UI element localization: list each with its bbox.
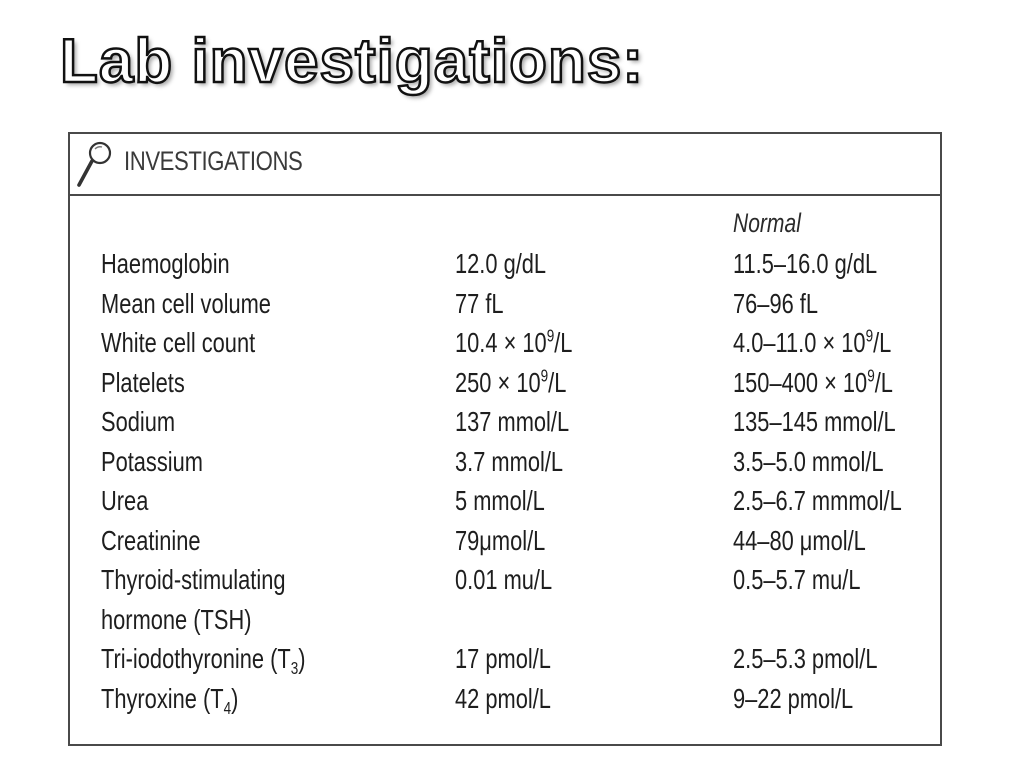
row-value: 0.01 mu/L: [455, 564, 553, 595]
row-normal-range: 2.5–5.3 pmol/L: [733, 643, 878, 674]
table-row: [70, 402, 940, 442]
table-row: [70, 442, 940, 482]
row-value: $10.4 \times 10^9/L$: [455, 325, 573, 358]
row-value: $250 \times 10^9/L$: [455, 365, 567, 398]
investigations-panel: [68, 132, 942, 746]
row-value: 5 mmol/L: [455, 485, 545, 516]
row-name: Mean cell volume: [101, 287, 271, 319]
row-normal-range: 44–80 μmol/L: [733, 524, 866, 556]
row-normal-range: $4.0-11.0 \times 10^9/L$: [733, 325, 892, 358]
row-value: 17 pmol/L: [455, 643, 551, 674]
row-normal-range: 3.5–5.0 mmol/L: [733, 445, 884, 477]
table-row: [70, 363, 940, 403]
row-normal-range: 0.5–5.7 mu/L: [733, 564, 861, 595]
table-row: [70, 639, 940, 679]
row-normal-range: 11.5–16.0 g/dL: [733, 248, 878, 279]
row-name: Platelets: [101, 366, 185, 398]
row-value: 42 pmol/L: [455, 682, 551, 714]
table-row: [70, 521, 940, 561]
slide-title: Lab investigations:: [60, 27, 644, 96]
row-name: Thyroxine $(T_4)$: [101, 682, 239, 718]
normal-column-label: Normal: [733, 208, 801, 238]
table-row: [70, 679, 940, 719]
table-row: [70, 244, 940, 284]
table-row: [70, 323, 940, 363]
row-value: 137 mmol/L: [455, 406, 570, 437]
row-name: Thyroid-stimulating hormone (TSH): [101, 564, 286, 635]
row-normal-range: $150-400 \times 10^9/L$: [733, 365, 893, 398]
row-normal-range: 2.5–6.7 mmmol/L: [733, 485, 902, 516]
table-row: [70, 284, 940, 324]
row-name: Haemoglobin: [101, 248, 230, 279]
investigations-table: [70, 244, 940, 718]
row-value: 12.0 g/dL: [455, 248, 547, 279]
row-name: Sodium: [101, 406, 176, 437]
row-value: 3.7 mmol/L: [455, 445, 564, 477]
table-row: [70, 560, 940, 639]
row-name: Urea: [101, 485, 149, 516]
row-value: 77 fL: [455, 287, 504, 319]
panel-header-title: INVESTIGATIONS: [124, 146, 303, 176]
search-icon: [74, 138, 114, 190]
row-name: Tri-iodothyronine $(T_3)$: [101, 643, 306, 679]
table-row: [70, 481, 940, 521]
row-value: 79μmol/L: [455, 524, 546, 556]
row-normal-range: 9–22 pmol/L: [733, 682, 854, 714]
panel-header: [70, 134, 940, 196]
row-normal-range: 76–96 fL: [733, 287, 819, 319]
row-normal-range: 135–145 mmol/L: [733, 406, 896, 437]
row-name: Potassium: [101, 445, 203, 477]
row-name: White cell count: [101, 327, 256, 358]
row-name: Creatinine: [101, 524, 201, 556]
